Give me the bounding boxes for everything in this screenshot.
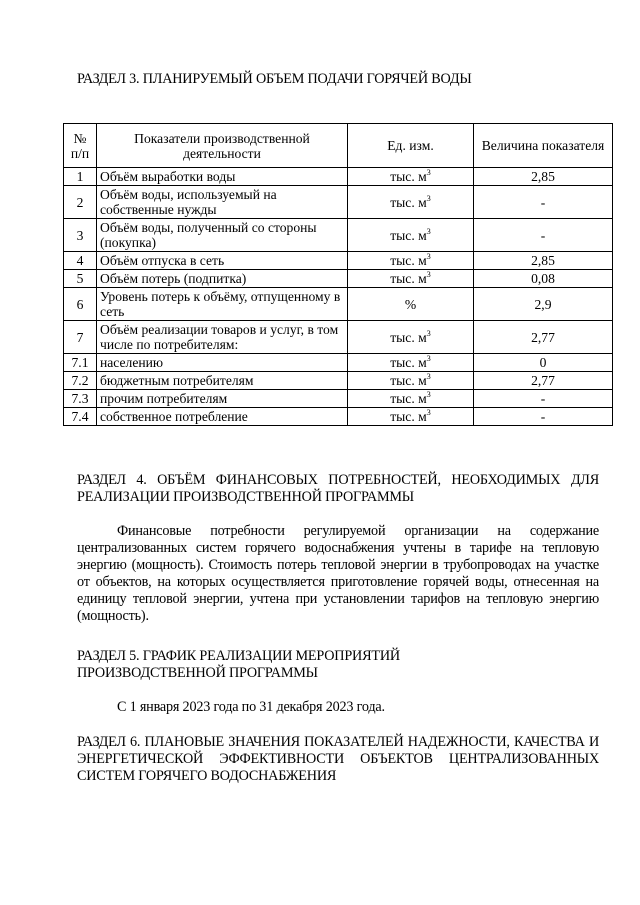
unit-exponent: 3 <box>426 354 431 363</box>
header-value: Величина показателя <box>474 124 613 168</box>
table-row <box>64 270 613 288</box>
hot-water-volume-table <box>63 123 613 426</box>
table-row <box>64 372 613 390</box>
header-unit: Ед. изм. <box>348 124 474 168</box>
unit-exponent: 3 <box>426 408 431 417</box>
section4-paragraph: Финансовые потребности регулируемой организации на содержание централизованных систем горячего водоснабжения учтены в тарифе на тепловую энергию (мощность). Стоимость потерь тепловой энергии в трубопроводах на участке от объектов, на которых осуществляется приготовление горячей воды, отнесенная на единицу тепловой энергии, учтена при установлении тарифов на тепловую энергию (мощность). <box>77 523 599 624</box>
row-unit: % <box>348 288 474 321</box>
row-name: Объём реализации товаров и услуг, в том числе по потребителям: <box>97 321 348 354</box>
section3-title: РАЗДЕЛ 3. ПЛАНИРУЕМЫЙ ОБЪЕМ ПОДАЧИ ГОРЯЧЕЙ ВОДЫ <box>77 71 472 87</box>
row-name: бюджетным потребителям <box>97 372 348 390</box>
row-value: - <box>474 186 613 219</box>
unit-text: тыс. м <box>390 355 427 370</box>
unit-text: тыс. м <box>390 194 427 210</box>
row-unit <box>348 252 474 270</box>
table-header-row <box>64 124 613 168</box>
row-name: Уровень потерь к объёму, отпущенному в сеть <box>97 288 348 321</box>
row-value: 2,77 <box>474 321 613 354</box>
table-row <box>64 219 613 252</box>
row-num: 4 <box>64 252 97 270</box>
row-num: 7.4 <box>64 408 97 426</box>
unit-text: тыс. м <box>390 169 427 184</box>
section4-title: РАЗДЕЛ 4. ОБЪЁМ ФИНАНСОВЫХ ПОТРЕБНОСТЕЙ, НЕОБХОДИМЫХ ДЛЯ РЕАЛИЗАЦИИ ПРОИЗВОДСТВЕННОЙ ПРОГРАММЫ <box>77 472 599 505</box>
row-name: населению <box>97 354 348 372</box>
unit-exponent: 3 <box>426 168 431 177</box>
row-unit <box>348 270 474 288</box>
row-unit <box>348 390 474 408</box>
row-unit <box>348 321 474 354</box>
row-unit <box>348 168 474 186</box>
unit-exponent: 3 <box>426 193 431 203</box>
unit-text: тыс. м <box>390 373 427 388</box>
row-unit <box>348 408 474 426</box>
unit-text: тыс. м <box>390 227 427 243</box>
table-row <box>64 354 613 372</box>
row-value: - <box>474 408 613 426</box>
row-value: - <box>474 219 613 252</box>
table-row <box>64 288 613 321</box>
section5-title <box>77 648 599 682</box>
unit-exponent: 3 <box>426 328 431 338</box>
unit-exponent: 3 <box>426 252 431 261</box>
row-num: 1 <box>64 168 97 186</box>
unit-text: тыс. м <box>390 253 427 268</box>
section5-title-line2: ПРОИЗВОДСТВЕННОЙ ПРОГРАММЫ <box>77 665 318 681</box>
row-value: 2,85 <box>474 252 613 270</box>
unit-exponent: 3 <box>426 390 431 399</box>
row-value: - <box>474 390 613 408</box>
unit-exponent: 3 <box>426 372 431 381</box>
row-value: 0,08 <box>474 270 613 288</box>
header-name: Показатели производственной деятельности <box>97 124 348 168</box>
table-row <box>64 390 613 408</box>
section5-title-line1: РАЗДЕЛ 5. ГРАФИК РЕАЛИЗАЦИИ МЕРОПРИЯТИЙ <box>77 648 400 664</box>
row-value: 2,77 <box>474 372 613 390</box>
table-row <box>64 252 613 270</box>
row-name: собственное потребление <box>97 408 348 426</box>
row-num: 7.2 <box>64 372 97 390</box>
row-name: Объём выработки воды <box>97 168 348 186</box>
section5-paragraph: С 1 января 2023 года по 31 декабря 2023 года. <box>117 699 385 715</box>
row-name: прочим потребителям <box>97 390 348 408</box>
table-row <box>64 321 613 354</box>
header-num: № п/п <box>64 124 97 168</box>
row-num: 3 <box>64 219 97 252</box>
row-unit <box>348 219 474 252</box>
row-num: 2 <box>64 186 97 219</box>
row-name: Объём потерь (подпитка) <box>97 270 348 288</box>
unit-text: тыс. м <box>390 271 427 286</box>
unit-exponent: 3 <box>426 226 431 236</box>
row-name: Объём отпуска в сеть <box>97 252 348 270</box>
row-value: 0 <box>474 354 613 372</box>
table-row <box>64 186 613 219</box>
section6-title: РАЗДЕЛ 6. ПЛАНОВЫЕ ЗНАЧЕНИЯ ПОКАЗАТЕЛЕЙ НАДЕЖНОСТИ, КАЧЕСТВА И ЭНЕРГЕТИЧЕСКОЙ ЭФФЕКТИВНОСТИ ОБЪЕКТОВ ЦЕНТРАЛИЗОВАННЫХ СИСТЕМ ГОРЯЧЕГО ВОДОСНАБЖЕНИЯ <box>77 734 599 784</box>
row-num: 7.3 <box>64 390 97 408</box>
unit-text: тыс. м <box>390 409 427 424</box>
unit-text: тыс. м <box>390 391 427 406</box>
unit-exponent: 3 <box>426 270 431 279</box>
row-unit <box>348 372 474 390</box>
row-num: 7 <box>64 321 97 354</box>
row-value: 2,9 <box>474 288 613 321</box>
row-unit <box>348 186 474 219</box>
table-row <box>64 408 613 426</box>
row-value: 2,85 <box>474 168 613 186</box>
row-num: 6 <box>64 288 97 321</box>
row-num: 7.1 <box>64 354 97 372</box>
row-name: Объём воды, используемый на собственные нужды <box>97 186 348 219</box>
unit-text: тыс. м <box>390 329 427 345</box>
row-num: 5 <box>64 270 97 288</box>
table-row <box>64 168 613 186</box>
row-name: Объём воды, полученный со стороны (покупка) <box>97 219 348 252</box>
row-unit <box>348 354 474 372</box>
